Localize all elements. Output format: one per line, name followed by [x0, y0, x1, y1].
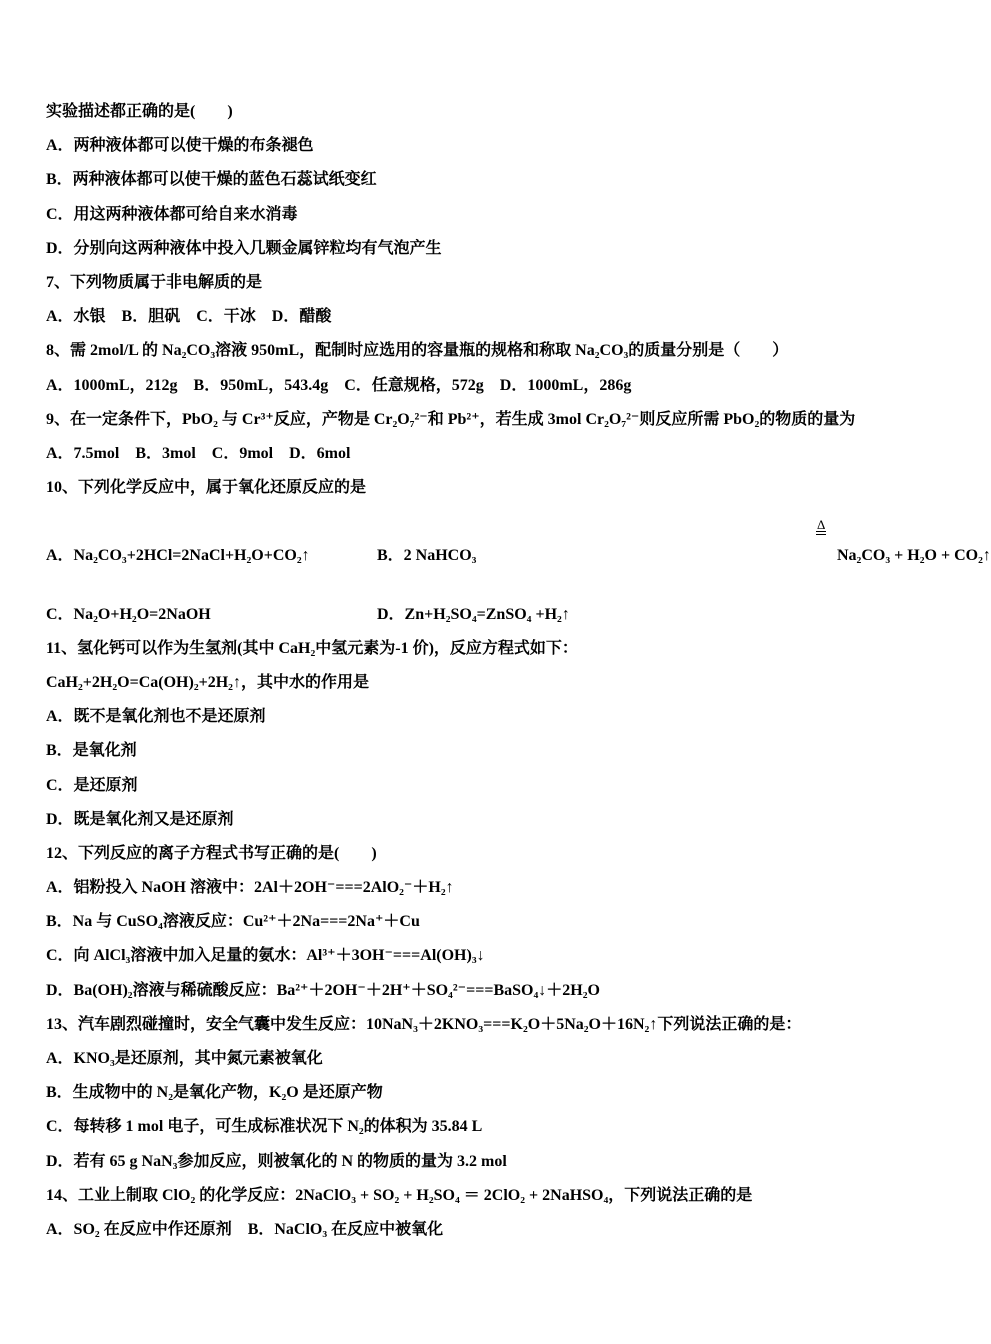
text-line: B．是氧化剂 [46, 742, 137, 760]
text-line: 实验描述都正确的是( ) [46, 103, 233, 120]
q10-options-row-1 [46, 517, 991, 603]
q10-option-c: C．Na₂O+H₂O=2NaOH [46, 605, 211, 623]
delta-symbol: Δ [817, 517, 826, 533]
text-line: C．每转移 1 mol 电子，可生成标准状况下 N₂的体积为 35.84 L [46, 1118, 483, 1136]
text-line: 12、下列反应的离子方程式书写正确的是( ) [46, 844, 377, 862]
q10-option-b [377, 517, 991, 568]
text-line: D．若有 65 g NaN₃参加反应，则被氧化的 N 的物质的量为 3.2 mol [46, 1152, 507, 1170]
text-line: C．是还原剂 [46, 776, 138, 794]
text-line: D．分别向这两种液体中投入几颗金属锌粒均有气泡产生 [46, 239, 442, 257]
text-line: B．Na 与 CuSO₄溶液反应：Cu²⁺＋2Na===2Na⁺＋Cu [46, 913, 420, 931]
text-line: D．Ba(OH)₂溶液与稀硫酸反应：Ba²⁺＋2OH⁻＋2H⁺＋SO₄²⁻===BaSO₄↓＋2H₂O [46, 981, 600, 999]
text-line: D．既是氧化剂又是还原剂 [46, 810, 234, 828]
text-line: A．两种液体都可以使干燥的布条褪色 [46, 137, 314, 155]
q10-option-b-reactant: B．2 NaHCO₃ [377, 547, 477, 565]
q10-options-row-2 [46, 603, 926, 637]
text-line: CaH₂+2H₂O=Ca(OH)₂+2H₂↑，其中水的作用是 [46, 673, 369, 691]
text-line: C．用这两种液体都可给自来水消毒 [46, 205, 298, 223]
q10-option-d: D．Zn+H₂SO₄=ZnSO₄ +H₂↑ [377, 605, 570, 623]
text-line: 9、在一定条件下，PbO₂ 与 Cr³⁺反应，产物是 Cr₂O₇²⁻和 Pb²⁺，若生成 3mol Cr₂O₇²⁻则反应所需 PbO₂的物质的量为 [46, 410, 856, 428]
question-block-11-14 [46, 637, 926, 1252]
text-line: 7、下列物质属于非电解质的是 [46, 273, 263, 291]
text-line: 10、下列化学反应中，属于氧化还原反应的是 [46, 479, 367, 497]
text-line: A．水银 B．胆矾 C．干冰 D．醋酸 [46, 308, 332, 326]
text-line: 8、需 2mol/L 的 Na₂CO₃溶液 950mL，配制时应选用的容量瓶的规格和称取 Na₂CO₃的质量分别是（ ） [46, 342, 789, 360]
q10-option-b-products: Na₂CO₃ + H₂O + CO₂↑ [837, 547, 991, 565]
text-line: C．向 AlCl₃溶液中加入足量的氨水：Al³⁺＋3OH⁻===Al(OH)₃↓ [46, 947, 485, 965]
text-line: A．铝粉投入 NaOH 溶液中：2Al＋2OH⁻===2AlO₂⁻＋H₂↑ [46, 879, 454, 897]
text-line: A．既不是氧化剂也不是还原剂 [46, 708, 266, 726]
text-line: 11、氢化钙可以作为生氢剂(其中 CaH₂中氢元素为-1 价)，反应方程式如下： [46, 639, 578, 657]
document-page [46, 100, 991, 1252]
question-block-6-10 [46, 100, 926, 510]
text-line: A．SO₂ 在反应中作还原剂 B．NaClO₃ 在反应中被氧化 [46, 1220, 444, 1238]
text-line: A．7.5mol B．3mol C．9mol D．6mol [46, 444, 351, 462]
text-line: B．生成物中的 N₂是氧化产物，K₂O 是还原产物 [46, 1084, 383, 1102]
text-line: A．1000mL，212g B．950mL，543.4g C．任意规格，572g D．1000mL，286g [46, 376, 632, 394]
q10-option-a: A．Na₂CO₃+2HCl=2NaCl+H₂O+CO₂↑ [46, 547, 310, 565]
text-line: A．KNO₃是还原剂，其中氮元素被氧化 [46, 1050, 323, 1067]
text-line: B．两种液体都可以使干燥的蓝色石蕊试纸变红 [46, 171, 377, 189]
text-line: 14、工业上制取 ClO₂ 的化学反应：2NaClO₃ + SO₂ + H₂SO₄ ＝ 2ClO₂ + 2NaHSO₄，下列说法正确的是 [46, 1186, 753, 1204]
heat-condition-symbol [816, 518, 826, 535]
text-line: 13、汽车剧烈碰撞时，安全气囊中发生反应：10NaN₃＋2KNO₃===K₂O＋5Na₂O＋16N₂↑下列说法正确的是： [46, 1015, 802, 1033]
